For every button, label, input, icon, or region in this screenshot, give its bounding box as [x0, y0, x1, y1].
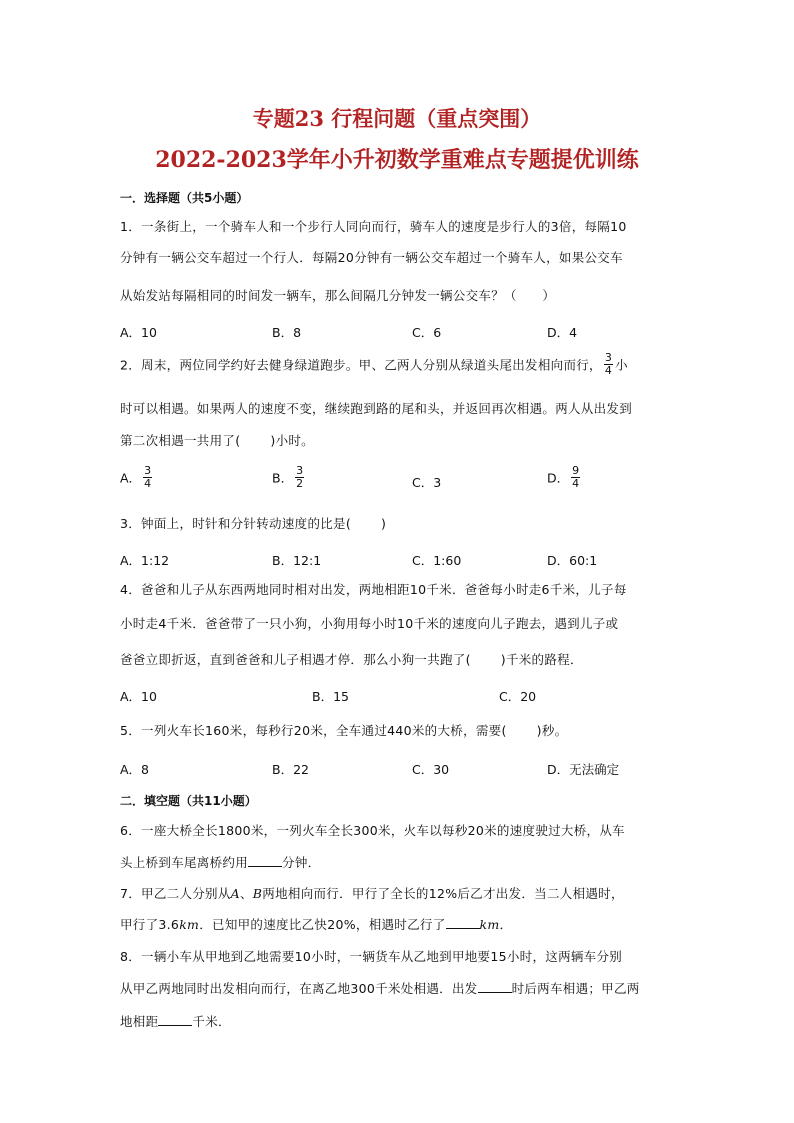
q7-text-d: 甲行了3.6 — [120, 917, 180, 932]
q7-text-c: 两地相向而行．甲行了全长的12%后乙才出发．当二人相遇时， — [262, 886, 624, 901]
q8-text-b: 时后两车相遇；甲乙两 — [511, 981, 640, 996]
q8-text-a: 从甲乙两地同时出发相向而行，在离乙地300千米处相遇．出发 — [120, 981, 478, 996]
q4-line3 — [120, 650, 583, 668]
q2-line3 — [120, 431, 314, 449]
q2-line3-text-a: 第二次相遇一共用了( — [120, 433, 241, 448]
q7-point-b: B — [252, 886, 263, 901]
q6-line1: 6．一座大桥全长1800米，一列火车全长300米，火车以每秒20米的速度驶过大桥，从车 — [120, 823, 625, 838]
q3-text-a: 3．钟面上，时针和分针转动速度的比是( — [120, 516, 352, 531]
q2-line1-tail: 小 — [615, 357, 628, 373]
q4-line1: 4．爸爸和儿子从东西两地同时相对出发，两地相距10千米．爸爸每小时走6千米，儿子每 — [120, 582, 627, 597]
q8-text-d: 千米． — [192, 1014, 231, 1029]
q5-option-d: D．无法确定 — [547, 762, 620, 777]
q7-line2 — [120, 915, 512, 933]
q7-text-e: ．已知甲的速度比乙快20%，相遇时乙行了 — [199, 917, 446, 932]
q2-option-c: C．3 — [412, 475, 442, 490]
q7-text-b: 、 — [239, 886, 253, 901]
q8-blank-2 — [158, 1015, 192, 1026]
q6-text-b: 分钟． — [282, 855, 321, 870]
q2-frac-num: 3 — [604, 351, 613, 364]
q7-blank — [446, 918, 480, 929]
q7-line1 — [120, 884, 624, 902]
q3-option-a: A．1:12 — [120, 553, 170, 568]
q5-option-c: C．30 — [412, 762, 450, 777]
q7-text-f: ． — [499, 917, 513, 932]
q2-option-a-label: A． — [120, 470, 142, 486]
q2-option-a-frac — [143, 465, 152, 490]
q2-option-d-label: D． — [547, 470, 570, 486]
q1-option-c: C．6 — [412, 325, 442, 340]
q6-blank — [248, 856, 282, 867]
q5-option-b: B．22 — [272, 762, 309, 777]
q2-option-b — [272, 465, 306, 490]
q2-fraction — [604, 352, 613, 377]
q1-line3: 从始发站每隔相同的时间发一辆车，那么间隔几分钟发一辆公交车？（ ） — [120, 288, 556, 303]
q3-text-b: ) — [381, 516, 387, 531]
doc-subtitle: 2022-2023学年小升初数学重难点专题提优训练 — [155, 147, 639, 173]
q2-b-num: 3 — [296, 464, 304, 477]
q1-line2: 分钟有一辆公交车超过一个行人．每隔20分钟有一辆公交车超过一个骑车人，如果公交车 — [120, 250, 623, 265]
q3-option-c: C．1:60 — [412, 553, 462, 568]
q7-point-a: A — [230, 886, 240, 901]
q8-text-c: 地相距 — [120, 1014, 159, 1029]
q2-a-den: 4 — [144, 477, 152, 490]
q7-unit-1: km — [179, 917, 200, 932]
q2-line3-text-b: )小时。 — [270, 433, 314, 448]
q4-option-b: B．15 — [312, 689, 349, 704]
q3-line1 — [120, 514, 386, 532]
q2-frac-den: 4 — [604, 364, 613, 377]
q6-text-a: 头上桥到车尾离桥约用 — [120, 855, 249, 870]
q7-unit-2: km — [479, 917, 500, 932]
q2-option-d-frac — [571, 465, 580, 490]
section-fill-heading: 二．填空题（共11小题） — [120, 794, 257, 808]
q8-blank-1 — [478, 982, 512, 993]
q3-option-d: D．60:1 — [547, 553, 598, 568]
q2-option-b-frac — [295, 465, 304, 490]
q5-option-a: A．8 — [120, 762, 150, 777]
q2-line1-text: 2．周末，两位同学约好去健身绿道跑步。甲、乙两人分别从绿道头尾出发相向而行， — [120, 357, 602, 373]
q6-line2 — [120, 853, 320, 871]
q2-option-d — [547, 465, 582, 490]
q8-line1: 8．一辆小车从甲地到乙地需要10小时，一辆货车从乙地到甲地要15小时，这两辆车分别 — [120, 949, 623, 964]
q5-line1 — [120, 721, 567, 739]
q7-text-a: 7．甲乙二人分别从 — [120, 886, 231, 901]
q4-option-a: A．10 — [120, 689, 157, 704]
q8-line2 — [120, 979, 640, 997]
q2-line1 — [120, 352, 628, 377]
q2-d-num: 9 — [572, 464, 580, 477]
q8-line3 — [120, 1012, 231, 1030]
q2-a-num: 3 — [144, 464, 152, 477]
q1-option-a: A．10 — [120, 325, 157, 340]
q2-b-den: 2 — [296, 477, 304, 490]
q1-option-b: B．8 — [272, 325, 302, 340]
q4-option-c: C．20 — [499, 689, 537, 704]
q3-option-b: B．12:1 — [272, 553, 322, 568]
q5-text-b: )秒。 — [536, 723, 568, 738]
q2-d-den: 4 — [572, 477, 580, 490]
q2-option-a — [120, 465, 154, 490]
q1-option-d: D．4 — [547, 325, 578, 340]
q4-text-a: 爸爸立即折返，直到爸爸和儿子相遇才停．那么小狗一共跑了( — [120, 652, 471, 667]
q2-line2: 时可以相遇。如果两人的速度不变，继续跑到路的尾和头，并返回再次相遇。两人从出发到 — [120, 401, 633, 416]
doc-title: 专题23 行程问题（重点突围） — [252, 106, 542, 131]
q4-line2: 小时走4千米．爸爸带了一只小狗，小狗用每小时10千米的速度向儿子跑去，遇到儿子或 — [120, 616, 619, 631]
q4-text-b: )千米的路程． — [500, 652, 583, 667]
q5-text-a: 5．一列火车长160米，每秒行20米，全车通过440米的大桥，需要( — [120, 723, 507, 738]
q1-line1: 1．一条街上，一个骑车人和一个步行人同向而行，骑车人的速度是步行人的3倍，每隔10 — [120, 219, 627, 234]
q2-option-b-label: B． — [272, 470, 294, 486]
section-choice-heading: 一．选择题（共5小题） — [120, 191, 249, 205]
